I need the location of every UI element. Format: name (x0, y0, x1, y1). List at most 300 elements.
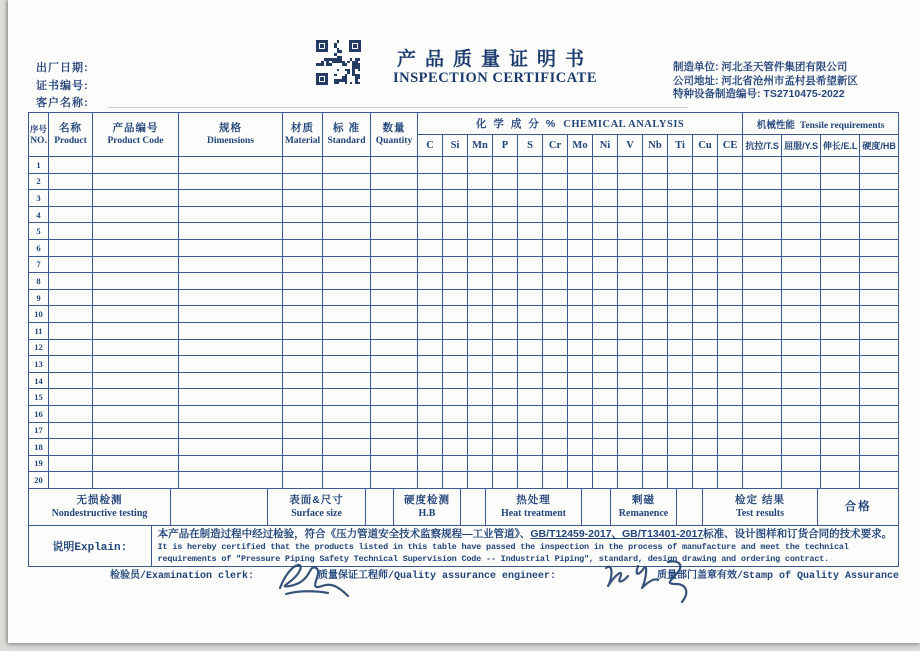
empty-cell (518, 389, 543, 406)
empty-cell (418, 239, 443, 256)
empty-cell (782, 190, 821, 207)
empty-cell (543, 223, 568, 240)
col-dimensions: 规格 Dimensions (179, 113, 283, 157)
col-material: 材质 Material (283, 113, 323, 157)
empty-cell (543, 389, 568, 406)
table-row (29, 455, 899, 472)
empty-cell (493, 372, 518, 389)
empty-cell (568, 372, 593, 389)
empty-cell (93, 405, 179, 422)
empty-cell (179, 339, 283, 356)
empty-cell (743, 256, 782, 273)
manufacturer-line: 制造单位: 河北圣天管件集团有限公司 (673, 61, 848, 73)
empty-cell (323, 206, 371, 223)
empty-cell (693, 190, 718, 207)
empty-cell (568, 223, 593, 240)
empty-cell (860, 405, 899, 422)
empty-cell (618, 190, 643, 207)
row-number: 11 (29, 322, 49, 339)
empty-cell (443, 223, 468, 240)
empty-cell (693, 422, 718, 439)
row-number: 7 (29, 256, 49, 273)
empty-cell (93, 157, 179, 174)
empty-cell (283, 422, 323, 439)
col-Cu: Cu (693, 135, 718, 157)
empty-cell (821, 206, 860, 223)
empty-cell (493, 206, 518, 223)
empty-cell (518, 322, 543, 339)
empty-cell (443, 405, 468, 422)
empty-cell (179, 239, 283, 256)
empty-cell (668, 206, 693, 223)
empty-cell (493, 339, 518, 356)
empty-cell (593, 190, 618, 207)
empty-cell (323, 339, 371, 356)
empty-cell (371, 422, 418, 439)
table-row (29, 206, 899, 223)
empty-cell (782, 239, 821, 256)
empty-cell (323, 173, 371, 190)
col-Mn: Mn (468, 135, 493, 157)
col-CE: CE (718, 135, 743, 157)
row-number: 8 (29, 273, 49, 290)
empty-cell (543, 422, 568, 439)
empty-cell (743, 389, 782, 406)
empty-cell (283, 273, 323, 290)
row-number: 2 (29, 173, 49, 190)
table-row (29, 306, 899, 323)
empty-cell (821, 157, 860, 174)
row-number: 9 (29, 289, 49, 306)
empty-cell (443, 472, 468, 489)
col-V: V (618, 135, 643, 157)
empty-cell (668, 405, 693, 422)
empty-cell (860, 157, 899, 174)
empty-cell (93, 173, 179, 190)
empty-cell (518, 223, 543, 240)
empty-cell (618, 339, 643, 356)
empty-cell (179, 472, 283, 489)
empty-cell (618, 173, 643, 190)
empty-cell (743, 356, 782, 373)
empty-cell (593, 322, 618, 339)
empty-cell (668, 306, 693, 323)
empty-cell (418, 422, 443, 439)
empty-cell (743, 439, 782, 456)
empty-cell (543, 190, 568, 207)
empty-cell (618, 256, 643, 273)
empty-cell (283, 223, 323, 240)
empty-cell (668, 389, 693, 406)
empty-cell (643, 273, 668, 290)
table-row (29, 356, 899, 373)
empty-cell (782, 339, 821, 356)
empty-cell (860, 173, 899, 190)
empty-cell (693, 239, 718, 256)
empty-cell (49, 472, 93, 489)
empty-cell (371, 405, 418, 422)
empty-cell (283, 206, 323, 223)
empty-cell (693, 173, 718, 190)
empty-cell (743, 455, 782, 472)
col-Cr: Cr (543, 135, 568, 157)
empty-cell (743, 472, 782, 489)
empty-cell (323, 472, 371, 489)
empty-cell (179, 389, 283, 406)
empty-cell (443, 206, 468, 223)
empty-cell (718, 157, 743, 174)
table-row (29, 339, 899, 356)
empty-cell (593, 339, 618, 356)
empty-cell (593, 356, 618, 373)
empty-cell (860, 289, 899, 306)
empty-cell (618, 405, 643, 422)
empty-cell (821, 306, 860, 323)
empty-cell (821, 256, 860, 273)
empty-cell (718, 439, 743, 456)
empty-cell (493, 439, 518, 456)
ndt-value-cell (171, 489, 268, 525)
empty-cell (443, 372, 468, 389)
empty-cell (543, 455, 568, 472)
table-row (29, 239, 899, 256)
empty-cell (49, 223, 93, 240)
empty-cell (568, 273, 593, 290)
empty-cell (323, 239, 371, 256)
col-Si: Si (443, 135, 468, 157)
empty-cell (743, 372, 782, 389)
empty-cell (93, 439, 179, 456)
empty-cell (179, 190, 283, 207)
empty-cell (668, 190, 693, 207)
empty-cell (283, 306, 323, 323)
factory-date-label: 出厂日期: (36, 62, 89, 74)
row-number: 20 (29, 472, 49, 489)
row-number: 16 (29, 405, 49, 422)
mechanical-group-header: 机械性能 Tensile requirements (743, 113, 899, 135)
empty-cell (323, 356, 371, 373)
empty-cell (860, 339, 899, 356)
empty-cell (543, 256, 568, 273)
empty-cell (782, 223, 821, 240)
empty-cell (49, 356, 93, 373)
empty-cell (371, 439, 418, 456)
empty-cell (93, 472, 179, 489)
empty-cell (543, 206, 568, 223)
empty-cell (443, 322, 468, 339)
empty-cell (782, 356, 821, 373)
empty-cell (518, 273, 543, 290)
empty-cell (468, 405, 493, 422)
empty-cell (743, 306, 782, 323)
empty-cell (49, 389, 93, 406)
empty-cell (568, 455, 593, 472)
page-subtitle: INSPECTION CERTIFICATE (393, 70, 597, 86)
empty-cell (782, 206, 821, 223)
heat-treatment-cell: 热处理 Heat treatment (486, 489, 582, 525)
empty-cell (643, 439, 668, 456)
empty-cell (283, 439, 323, 456)
empty-cell (643, 256, 668, 273)
empty-cell (782, 289, 821, 306)
empty-cell (668, 273, 693, 290)
empty-cell (179, 157, 283, 174)
empty-cell (493, 239, 518, 256)
empty-cell (443, 239, 468, 256)
empty-cell (468, 157, 493, 174)
col-Nb: Nb (643, 135, 668, 157)
col-yield: 屈服/Y.S (782, 135, 821, 157)
empty-cell (568, 306, 593, 323)
row-number: 18 (29, 439, 49, 456)
empty-cell (643, 206, 668, 223)
qr-code-icon (316, 40, 361, 85)
empty-cell (568, 439, 593, 456)
table-row (29, 289, 899, 306)
empty-cell (568, 422, 593, 439)
empty-cell (418, 339, 443, 356)
empty-cell (323, 273, 371, 290)
qa-engineer-label: 质量保证工程师/Quality assurance engineer: (318, 571, 557, 582)
empty-cell (618, 206, 643, 223)
company-info (673, 61, 858, 102)
col-C: C (418, 135, 443, 157)
empty-cell (179, 173, 283, 190)
empty-cell (371, 190, 418, 207)
empty-cell (668, 455, 693, 472)
empty-cell (821, 422, 860, 439)
empty-cell (743, 339, 782, 356)
col-quantity: 数量 Quantity (371, 113, 418, 157)
empty-cell (179, 273, 283, 290)
empty-cell (693, 322, 718, 339)
empty-cell (821, 173, 860, 190)
empty-cell (821, 273, 860, 290)
empty-cell (821, 339, 860, 356)
empty-cell (821, 472, 860, 489)
empty-cell (179, 439, 283, 456)
empty-cell (493, 289, 518, 306)
empty-cell (618, 439, 643, 456)
empty-cell (93, 223, 179, 240)
certificate-table (28, 112, 899, 567)
empty-cell (543, 356, 568, 373)
empty-cell (643, 389, 668, 406)
explain-label: 说明Explain: (29, 526, 152, 566)
empty-cell (468, 322, 493, 339)
empty-cell (593, 455, 618, 472)
empty-cell (179, 356, 283, 373)
empty-cell (693, 405, 718, 422)
empty-cell (693, 339, 718, 356)
empty-cell (693, 223, 718, 240)
empty-cell (283, 239, 323, 256)
explain-row (29, 525, 899, 566)
empty-cell (468, 439, 493, 456)
empty-cell (618, 455, 643, 472)
empty-cell (568, 256, 593, 273)
empty-cell (618, 389, 643, 406)
empty-cell (543, 339, 568, 356)
empty-cell (593, 223, 618, 240)
empty-cell (618, 356, 643, 373)
empty-cell (283, 157, 323, 174)
empty-cell (593, 389, 618, 406)
empty-cell (743, 273, 782, 290)
empty-cell (418, 372, 443, 389)
empty-cell (468, 389, 493, 406)
empty-cell (821, 289, 860, 306)
empty-cell (860, 372, 899, 389)
empty-cell (693, 157, 718, 174)
empty-cell (493, 256, 518, 273)
empty-cell (418, 206, 443, 223)
empty-cell (782, 273, 821, 290)
empty-cell (568, 322, 593, 339)
empty-cell (568, 173, 593, 190)
empty-cell (468, 273, 493, 290)
empty-cell (418, 306, 443, 323)
empty-cell (93, 306, 179, 323)
empty-cell (782, 306, 821, 323)
empty-cell (93, 239, 179, 256)
empty-cell (543, 322, 568, 339)
empty-cell (693, 455, 718, 472)
empty-cell (443, 289, 468, 306)
empty-cell (860, 306, 899, 323)
empty-cell (543, 289, 568, 306)
explain-text: 本产品在制造过程中经过检验，符合《压力管道安全技术监察规程—工业管道》、GB/T12459-2017、GB/T13401-2017标准、设计图样和订货合同的技术要求。 It is hereby certified that the products listed in this table have passed the inspection in the process of manufacture and meet the technical requirements of "Pressure Piping Safety Technical Supervision Code -- Industrial Piping", standard, design drawing and ordering contract. (157, 527, 893, 564)
empty-cell (443, 190, 468, 207)
empty-cell (93, 422, 179, 439)
empty-cell (593, 157, 618, 174)
empty-cell (693, 389, 718, 406)
empty-cell (323, 289, 371, 306)
empty-cell (443, 455, 468, 472)
empty-cell (371, 223, 418, 240)
empty-cell (782, 439, 821, 456)
empty-cell (49, 405, 93, 422)
empty-cell (860, 206, 899, 223)
empty-cell (468, 372, 493, 389)
empty-cell (860, 273, 899, 290)
empty-cell (493, 472, 518, 489)
empty-cell (821, 455, 860, 472)
empty-cell (543, 173, 568, 190)
empty-cell (860, 190, 899, 207)
table-row (29, 173, 899, 190)
empty-cell (468, 472, 493, 489)
empty-cell (468, 339, 493, 356)
empty-cell (179, 322, 283, 339)
empty-cell (693, 206, 718, 223)
empty-cell (93, 339, 179, 356)
empty-cell (468, 455, 493, 472)
col-elongation: 伸长/E.L (821, 135, 860, 157)
empty-cell (743, 289, 782, 306)
row-number: 15 (29, 389, 49, 406)
empty-cell (568, 472, 593, 489)
empty-cell (821, 356, 860, 373)
row-number: 1 (29, 157, 49, 174)
empty-cell (643, 173, 668, 190)
table-row (29, 372, 899, 389)
empty-cell (323, 190, 371, 207)
empty-cell (821, 239, 860, 256)
empty-cell (618, 322, 643, 339)
empty-cell (418, 256, 443, 273)
col-Mo: Mo (568, 135, 593, 157)
empty-cell (418, 173, 443, 190)
chemical-analysis-group-header: 化学成分% CHEMICAL ANALYSIS (418, 113, 743, 135)
empty-cell (371, 472, 418, 489)
empty-cell (371, 157, 418, 174)
empty-cell (568, 339, 593, 356)
empty-cell (668, 356, 693, 373)
empty-cell (693, 306, 718, 323)
empty-cell (49, 173, 93, 190)
empty-cell (618, 157, 643, 174)
empty-cell (593, 439, 618, 456)
empty-cell (518, 157, 543, 174)
table-row (29, 223, 899, 240)
empty-cell (518, 372, 543, 389)
empty-cell (618, 239, 643, 256)
empty-cell (821, 223, 860, 240)
empty-cell (643, 356, 668, 373)
empty-cell (821, 439, 860, 456)
license-line: 特种设备制造编号: TS2710475-2022 (673, 88, 845, 100)
empty-cell (543, 157, 568, 174)
empty-cell (643, 455, 668, 472)
empty-cell (179, 405, 283, 422)
empty-cell (323, 405, 371, 422)
customer-name-label: 客户名称: (36, 97, 89, 109)
empty-cell (371, 206, 418, 223)
col-no: 序号 NO. (29, 113, 49, 157)
empty-cell (371, 322, 418, 339)
empty-cell (179, 306, 283, 323)
empty-cell (49, 306, 93, 323)
empty-cell (518, 173, 543, 190)
empty-cell (493, 356, 518, 373)
empty-cell (543, 239, 568, 256)
empty-cell (543, 372, 568, 389)
empty-cell (668, 223, 693, 240)
empty-cell (593, 405, 618, 422)
row-number: 17 (29, 422, 49, 439)
col-Ni: Ni (593, 135, 618, 157)
empty-cell (179, 256, 283, 273)
empty-cell (568, 289, 593, 306)
empty-cell (643, 339, 668, 356)
empty-cell (718, 389, 743, 406)
empty-cell (468, 173, 493, 190)
empty-cell (493, 223, 518, 240)
empty-cell (93, 389, 179, 406)
empty-cell (860, 239, 899, 256)
empty-cell (418, 472, 443, 489)
empty-cell (693, 472, 718, 489)
empty-cell (743, 405, 782, 422)
empty-cell (323, 306, 371, 323)
empty-cell (743, 157, 782, 174)
empty-cell (782, 173, 821, 190)
empty-cell (782, 372, 821, 389)
empty-cell (283, 289, 323, 306)
empty-cell (371, 273, 418, 290)
empty-cell (593, 273, 618, 290)
